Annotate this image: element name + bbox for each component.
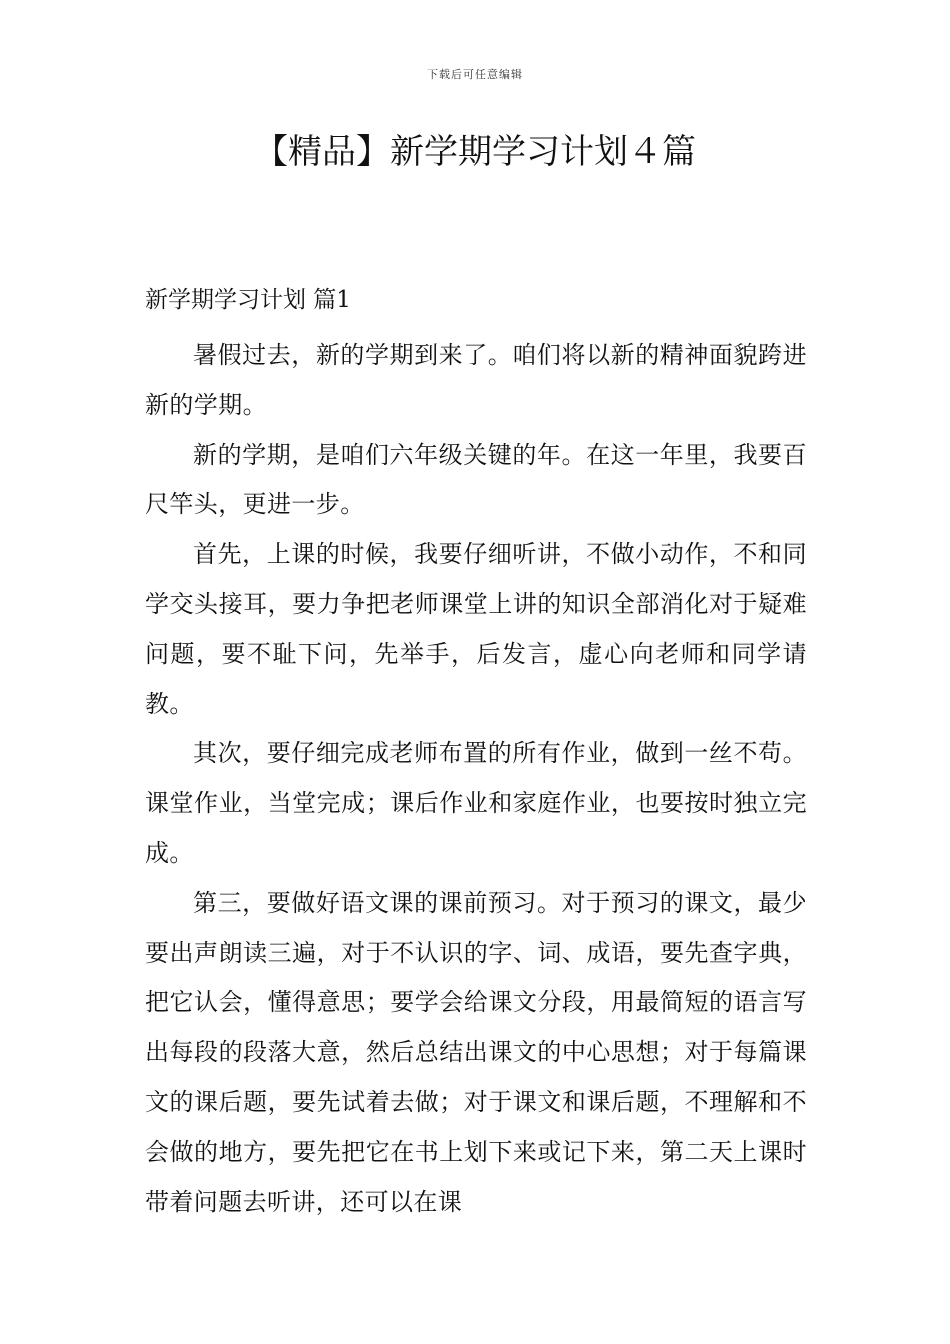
paragraph: 首先，上课的时候，我要仔细听讲，不做小动作，不和同学交头接耳，要力争把老师课堂上讲的知识全部消化对于疑难问题，要不耻下问，先举手，后发言，虚心向老师和同学请教。 (145, 540, 807, 718)
section-heading: 新学期学习计划 篇1 (145, 287, 351, 313)
paragraph: 暑假过去，新的学期到来了。咱们将以新的精神面貌跨进新的学期。 (145, 341, 807, 419)
paragraph: 新的学期，是咱们六年级关键的年。在这一年里，我要百尺竿头，更进一步。 (145, 440, 807, 519)
header-note: 下载后可任意编辑 (427, 68, 523, 81)
paragraph: 其次，要仔细完成老师布置的所有作业，做到一丝不苟。课堂作业，当堂完成；课后作业和家庭作业，也要按时独立完成。 (145, 739, 807, 867)
paragraph: 第三，要做好语文课的课前预习。对于预习的课文，最少要出声朗读三遍，对于不认识的字、词、成语，要先查字典，把它认会，懂得意思；要学会给课文分段，用最简短的语言写出每段的段落大意，然后总结出课文的中心思想；对于每篇课文的课后题，要先试着去做；对于课文和课后题，不理解和不会做的地方，要先把它在书上划下来或记下来，第二天上课时带着问题去听讲，还可以在课 (145, 888, 807, 1216)
document-body (145, 282, 807, 1227)
document-title: 【精品】新学期学习计划４篇 (254, 132, 696, 172)
